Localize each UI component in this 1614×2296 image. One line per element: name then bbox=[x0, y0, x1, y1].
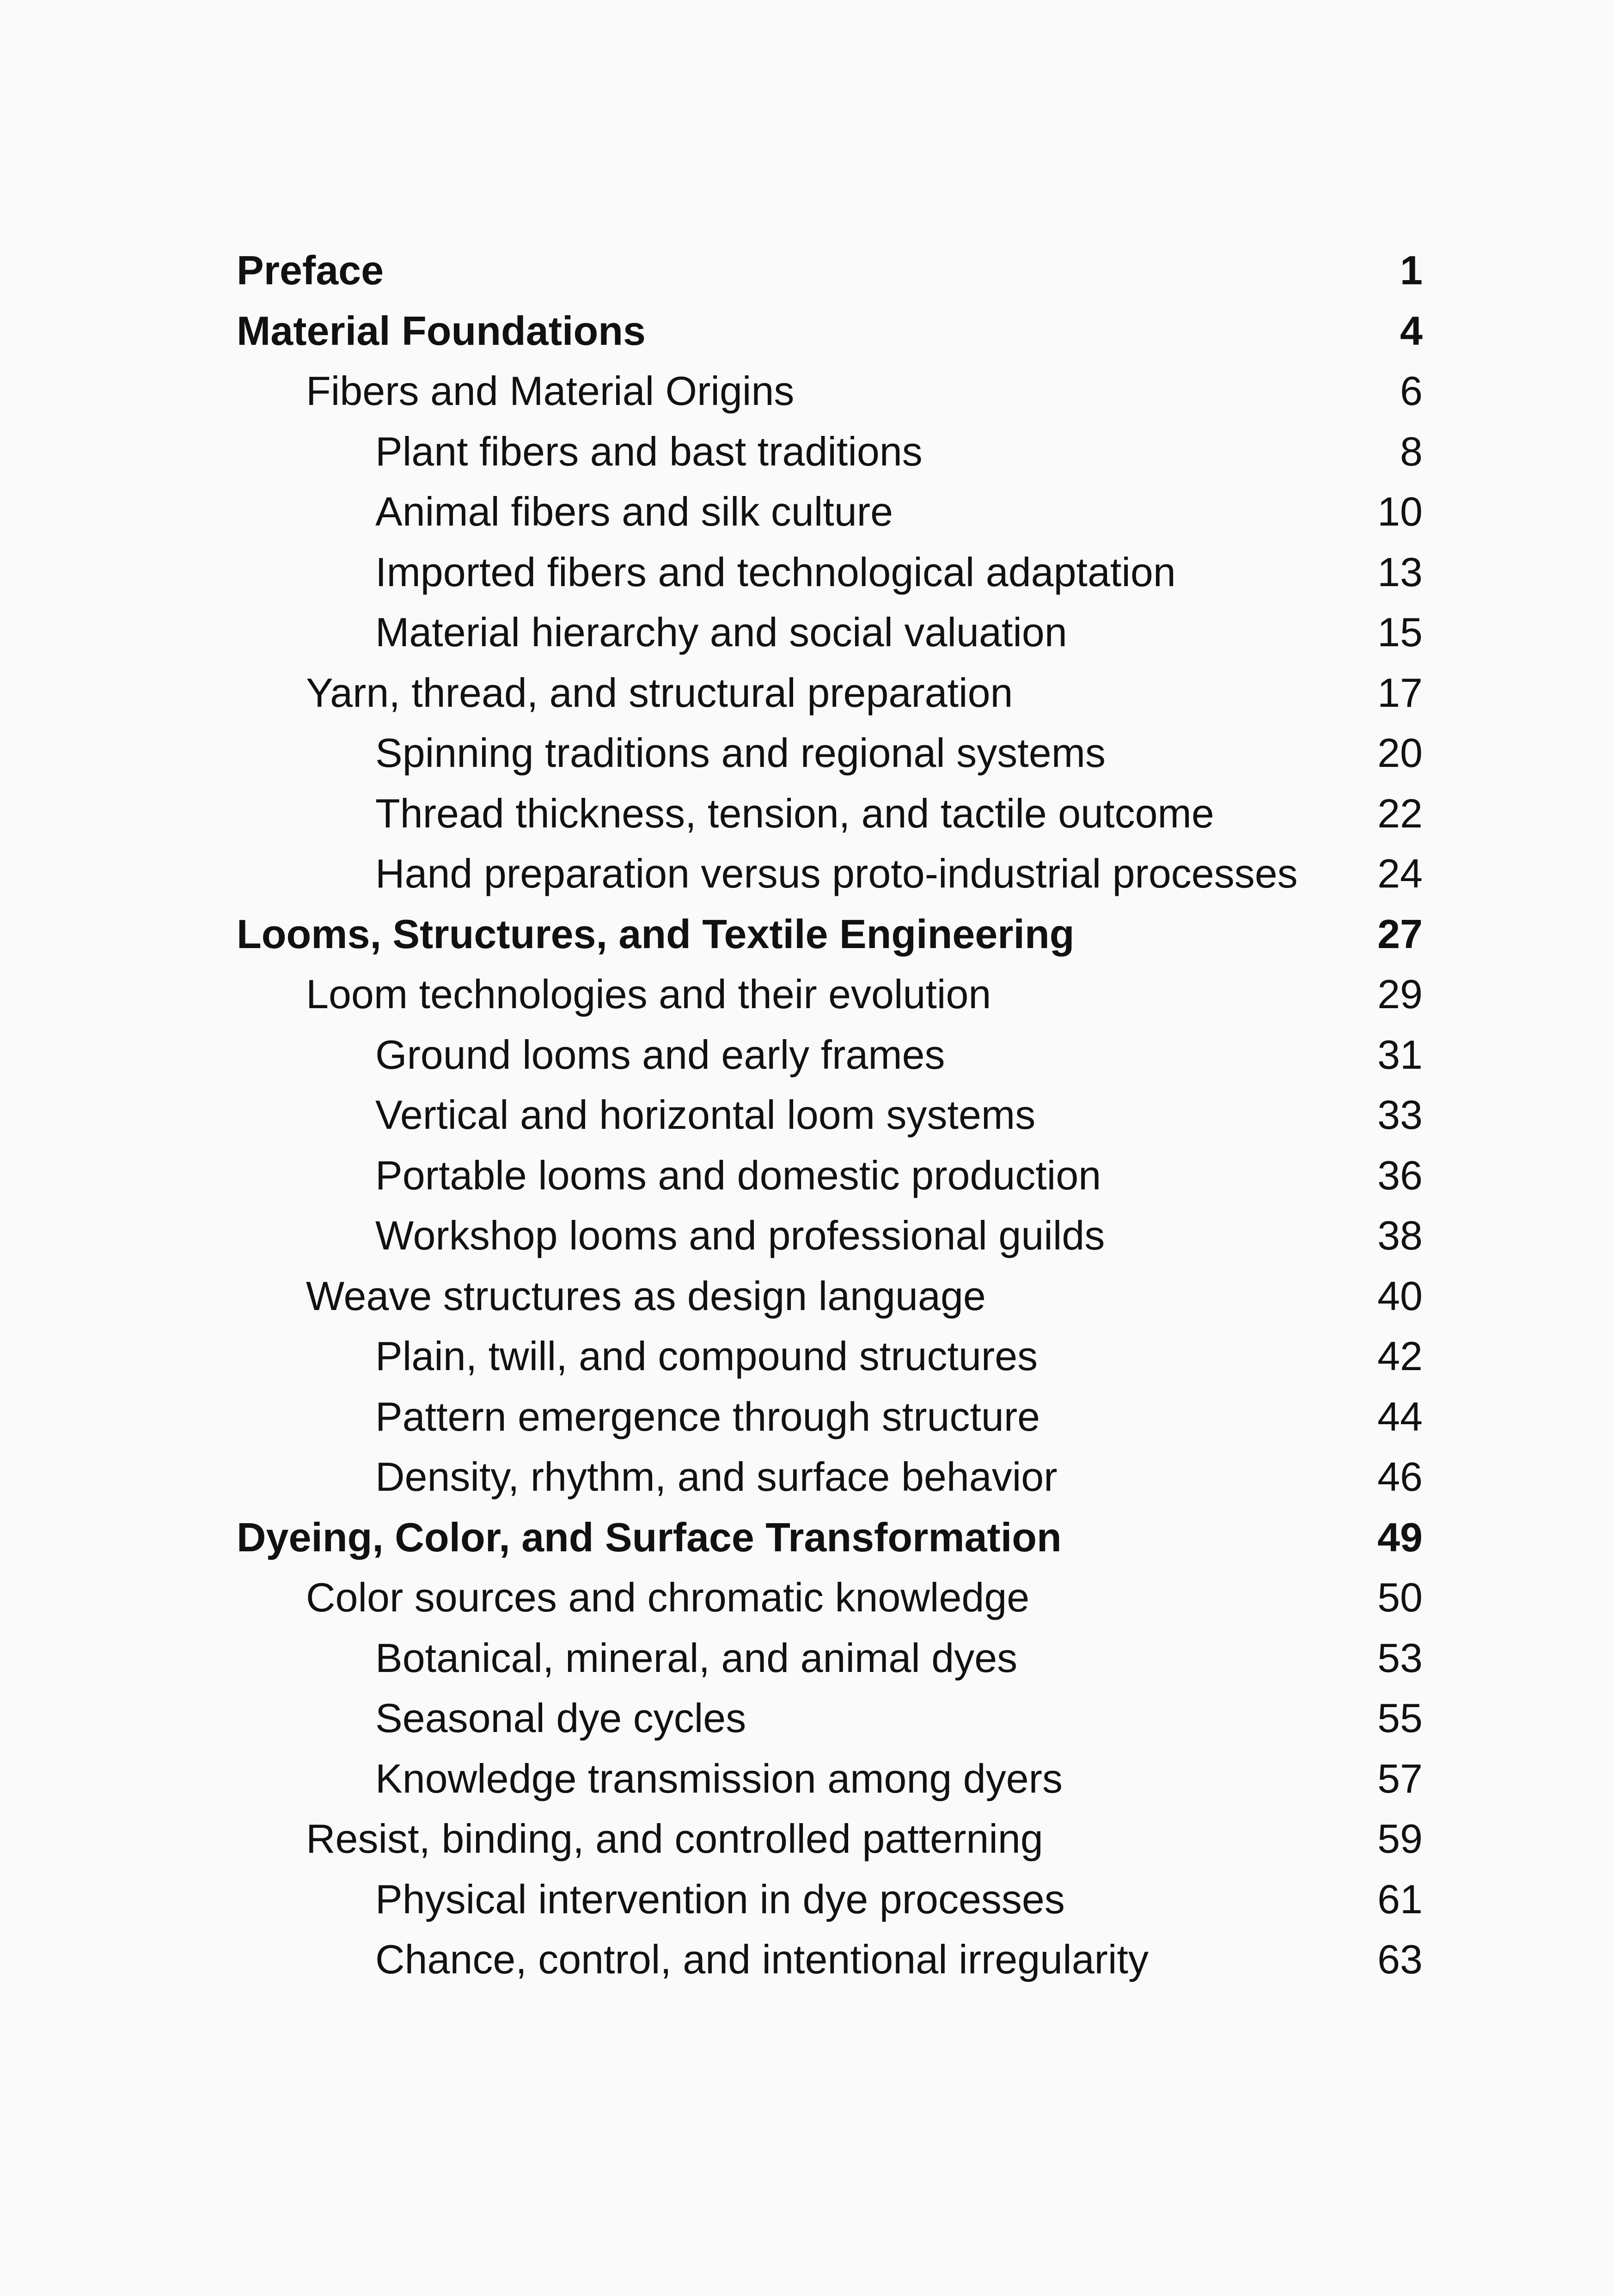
toc-entry-title: Plant fibers and bast traditions bbox=[375, 428, 923, 474]
toc-entry-title: Knowledge transmission among dyers bbox=[375, 1755, 1063, 1801]
toc-entry-level-3[interactable] bbox=[237, 1688, 1423, 1749]
toc-entry-level-3[interactable] bbox=[237, 482, 1423, 542]
toc-entry-level-3[interactable] bbox=[237, 1206, 1423, 1266]
toc-entry-title: Chance, control, and intentional irregularity bbox=[375, 1936, 1149, 1982]
toc-entry-title: Hand preparation versus proto-industrial processes bbox=[375, 851, 1298, 896]
toc-entry-title: Weave structures as design language bbox=[306, 1273, 986, 1319]
toc-entry-page-number: 4 bbox=[1400, 307, 1423, 354]
toc-entry-page-number: 53 bbox=[1377, 1635, 1423, 1681]
toc-entry-page-number: 55 bbox=[1377, 1695, 1423, 1741]
toc-entry-title: Material hierarchy and social valuation bbox=[375, 609, 1067, 655]
toc-entry-title: Imported fibers and technological adaptation bbox=[375, 549, 1176, 595]
toc-entry-page-number: 44 bbox=[1377, 1393, 1423, 1439]
toc-entry-title: Botanical, mineral, and animal dyes bbox=[375, 1635, 1018, 1681]
toc-entry-title: Resist, binding, and controlled patterning bbox=[306, 1816, 1043, 1861]
toc-entry-level-3[interactable] bbox=[237, 1929, 1423, 1990]
toc-entry-level-3[interactable] bbox=[237, 844, 1423, 904]
toc-entry-page-number: 49 bbox=[1377, 1514, 1423, 1560]
toc-entry-level-2[interactable] bbox=[237, 361, 1423, 422]
toc-entry-level-3[interactable] bbox=[237, 1326, 1423, 1387]
toc-entry-page-number: 36 bbox=[1377, 1152, 1423, 1198]
toc-entry-level-3[interactable] bbox=[237, 602, 1423, 663]
toc-entry-title: Color sources and chromatic knowledge bbox=[306, 1574, 1030, 1620]
toc-entry-level-1[interactable] bbox=[237, 240, 1423, 301]
toc-entry-level-2[interactable] bbox=[237, 964, 1423, 1025]
toc-entry-page-number: 50 bbox=[1377, 1574, 1423, 1620]
toc-entry-page-number: 38 bbox=[1377, 1212, 1423, 1258]
toc-entry-page-number: 31 bbox=[1377, 1031, 1423, 1078]
toc-entry-page-number: 46 bbox=[1377, 1454, 1423, 1500]
toc-entry-title: Plain, twill, and compound structures bbox=[375, 1333, 1038, 1379]
toc-entry-page-number: 29 bbox=[1377, 971, 1423, 1017]
toc-entry-title: Material Foundations bbox=[237, 307, 646, 354]
toc-entry-title: Density, rhythm, and surface behavior bbox=[375, 1454, 1058, 1500]
toc-entry-level-3[interactable] bbox=[237, 542, 1423, 603]
toc-entry-page-number: 15 bbox=[1377, 609, 1423, 655]
toc-entry-title: Yarn, thread, and structural preparation bbox=[306, 669, 1013, 716]
toc-entry-page-number: 24 bbox=[1377, 851, 1423, 896]
toc-entry-page-number: 40 bbox=[1377, 1273, 1423, 1319]
toc-entry-page-number: 61 bbox=[1377, 1876, 1423, 1922]
toc-entry-level-2[interactable] bbox=[237, 1567, 1423, 1628]
toc-entry-title: Portable looms and domestic production bbox=[375, 1152, 1101, 1198]
toc-entry-page-number: 33 bbox=[1377, 1092, 1423, 1138]
toc-entry-level-3[interactable] bbox=[237, 1628, 1423, 1689]
toc-entry-page-number: 1 bbox=[1400, 247, 1423, 293]
toc-entry-page-number: 6 bbox=[1400, 368, 1423, 414]
toc-entry-page-number: 17 bbox=[1377, 669, 1423, 716]
toc-entry-title: Fibers and Material Origins bbox=[306, 368, 795, 414]
toc-entry-level-1[interactable] bbox=[237, 904, 1423, 965]
toc-entry-page-number: 8 bbox=[1400, 428, 1423, 474]
toc-entry-level-3[interactable] bbox=[237, 1025, 1423, 1085]
toc-entry-level-3[interactable] bbox=[237, 1447, 1423, 1507]
toc-entry-title: Loom technologies and their evolution bbox=[306, 971, 991, 1017]
toc-entry-level-3[interactable] bbox=[237, 784, 1423, 844]
toc-entry-page-number: 57 bbox=[1377, 1755, 1423, 1801]
toc-entry-level-3[interactable] bbox=[237, 1145, 1423, 1206]
toc-entry-page-number: 13 bbox=[1377, 549, 1423, 595]
toc-entry-level-3[interactable] bbox=[237, 723, 1423, 784]
toc-entry-level-2[interactable] bbox=[237, 1266, 1423, 1327]
toc-entry-title: Spinning traditions and regional systems bbox=[375, 730, 1106, 776]
toc-entry-level-1[interactable] bbox=[237, 301, 1423, 361]
toc-entry-page-number: 42 bbox=[1377, 1333, 1423, 1379]
toc-entry-level-3[interactable] bbox=[237, 1387, 1423, 1447]
toc-entry-title: Dyeing, Color, and Surface Transformation bbox=[237, 1514, 1062, 1560]
toc-entry-level-2[interactable] bbox=[237, 663, 1423, 723]
toc-entry-level-1[interactable] bbox=[237, 1507, 1423, 1568]
toc-entry-title: Ground looms and early frames bbox=[375, 1031, 945, 1078]
toc-entry-page-number: 20 bbox=[1377, 730, 1423, 776]
toc-entry-page-number: 63 bbox=[1377, 1936, 1423, 1982]
toc-entry-title: Animal fibers and silk culture bbox=[375, 489, 893, 534]
toc-entry-level-3[interactable] bbox=[237, 1085, 1423, 1145]
toc-entry-level-3[interactable] bbox=[237, 1869, 1423, 1930]
toc-entry-title: Seasonal dye cycles bbox=[375, 1695, 746, 1741]
toc-entry-level-2[interactable] bbox=[237, 1809, 1423, 1869]
toc-entry-title: Pattern emergence through structure bbox=[375, 1393, 1040, 1439]
table-of-contents bbox=[237, 240, 1423, 1990]
toc-entry-page-number: 59 bbox=[1377, 1816, 1423, 1861]
toc-entry-title: Physical intervention in dye processes bbox=[375, 1876, 1065, 1922]
toc-entry-page-number: 27 bbox=[1377, 911, 1423, 957]
toc-entry-level-3[interactable] bbox=[237, 1749, 1423, 1809]
toc-entry-title: Looms, Structures, and Textile Engineering bbox=[237, 911, 1075, 957]
toc-entry-title: Workshop looms and professional guilds bbox=[375, 1212, 1105, 1258]
toc-entry-title: Preface bbox=[237, 247, 384, 293]
toc-entry-title: Vertical and horizontal loom systems bbox=[375, 1092, 1036, 1138]
toc-entry-page-number: 10 bbox=[1377, 489, 1423, 534]
toc-entry-page-number: 22 bbox=[1377, 790, 1423, 836]
toc-entry-title: Thread thickness, tension, and tactile outcome bbox=[375, 790, 1214, 836]
toc-entry-level-3[interactable] bbox=[237, 422, 1423, 482]
